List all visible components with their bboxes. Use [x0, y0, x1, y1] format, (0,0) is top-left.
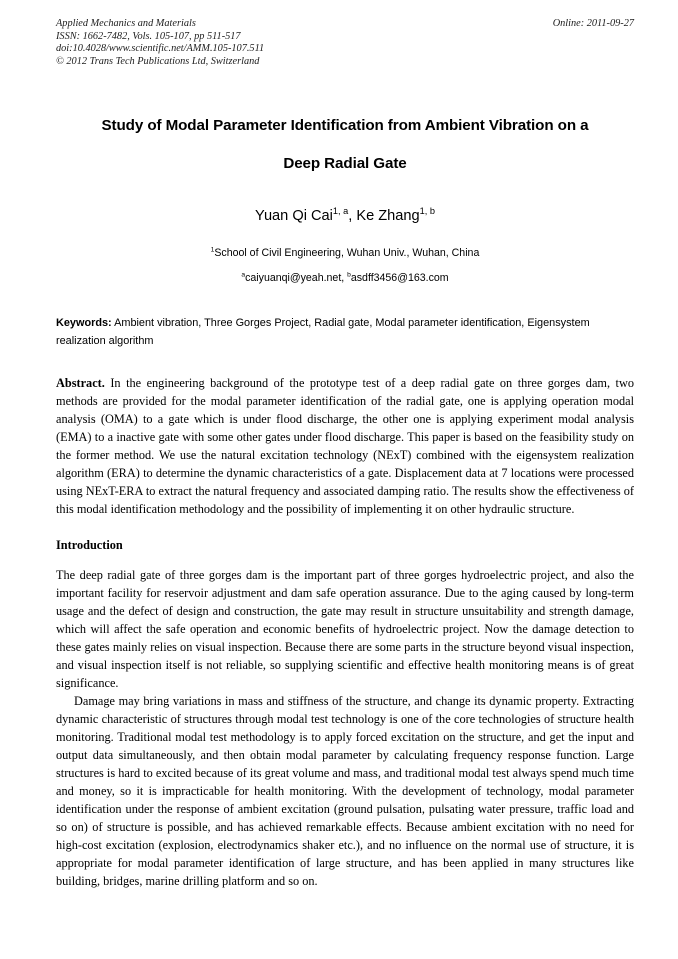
journal-copyright: © 2012 Trans Tech Publications Ltd, Switzerland: [56, 55, 260, 67]
keywords-label: Keywords:: [56, 317, 112, 330]
title-line-1: Study of Modal Parameter Identification from Ambient Vibration on a: [101, 117, 589, 135]
email-address-b[interactable]: asdff3456@163.com: [350, 272, 449, 285]
page-title: [56, 107, 634, 183]
keywords-text: Ambient vibration, Three Gorges Project, Radial gate, Modal parameter identification, Eigensystem realization algorithm: [56, 317, 590, 347]
email-address-a[interactable]: caiyuanqi@yeah.net,: [245, 272, 348, 285]
author-name-1: Yuan Qi Cai: [255, 208, 333, 225]
affiliation: [56, 246, 634, 261]
journal-issn: ISSN: 1662-7482, Vols. 105-107, pp 511-517: [56, 30, 241, 42]
title-line-2: Deep Radial Gate: [283, 155, 407, 173]
journal-header-left: [56, 18, 456, 68]
author-affiliation-marker-2: 1, b: [419, 206, 435, 217]
online-date: Online: 2011-09-27: [552, 18, 634, 29]
affiliation-marker: 1: [210, 246, 215, 254]
author-name-2: Ke Zhang: [356, 208, 420, 225]
page-content: [56, 18, 634, 890]
author-separator: ,: [348, 208, 357, 225]
abstract-block: [56, 374, 634, 518]
author-affiliation-marker-1: 1, a: [332, 206, 349, 217]
abstract-text: In the engineering background of the prototype test of a deep radial gate on three gorges dam, two methods are provided for the modal parameter identification of the radial gate, one is applying operation modal analysis (OMA) to a gate which is under flood discharge, the other one is applying experiment modal analysis (EMA) to a inactive gate with some other gates under flood discharge. This paper is based on the feasibility study on the former method. We use the natural excitation technology (NExT) combined with the eigensystem realization algorithm (ERA) to determine the dynamic characteristics of a gate. Displacement data at 7 locations were processed using NExT-ERA to extract the natural frequency and associated damping ratio. The results show the effectiveness of this modal identification methodology and the possibility of implementing it on other hydraulic structure.: [56, 375, 634, 516]
introduction-paragraph-1: The deep radial gate of three gorges dam is the important part of three gorges hydroelectric project, and also the important facility for reservoir adjustment and dam safe operation assurance. Due to the aging caused by long-term usage and the defect of design and construction, the gate may result in structure unsuitability and strength damage, which will affect the safe operation and economic benefits of hydroelectric project. Now the damage detection to these gates mainly relies on visual inspection. Because there are some parts in the structure beyond visual inspection, and visual inspection itself is not reliable, so supplying scientific and effective health monitoring means is of great significance.: [56, 567, 634, 690]
author-list: [56, 207, 634, 225]
keywords-block: [56, 315, 634, 350]
author-emails: [56, 271, 634, 286]
introduction-paragraph-2: Damage may bring variations in mass and stiffness of the structure, and change its dynamic property. Extracting dynamic characteristic of structures through modal test technology is one of the core technologies of structure health monitoring. Traditional modal test methodology is to apply forced excitation on the structure, and get the input and output data simultaneously, and then obtain modal parameter by calculating frequency response function. Large structures is hard to excited because of its great volume and mass, and traditional modal test always spend much time and money, so it is impracticable for health monitoring. With the development of technology, modal parameter identification under the response of ambient excitation (ground pulsation, pulsating water pressure, traffic load and so on) of structure is possible, and has achieved remarkable effects. Because ambient excitation with no need for high-cost excitation (explosion, electrodynamics shaker etc.), and no influence on the normal use of structure, it is appropriate for modal parameter identification of large structure, and has been applied in many structures like building, bridges, marine drilling platform and so on.: [56, 693, 634, 888]
email-marker-a: a: [241, 271, 246, 279]
journal-doi: doi:10.4028/www.scientific.net/AMM.105-107.511: [56, 43, 265, 55]
journal-header: [56, 18, 634, 68]
section-heading-introduction: Introduction: [56, 537, 123, 552]
journal-name: Applied Mechanics and Materials: [56, 18, 196, 29]
abstract-label: Abstract.: [56, 375, 105, 390]
affiliation-text: School of Civil Engineering, Wuhan Univ., Wuhan, China: [214, 247, 480, 260]
email-marker-b: b: [347, 271, 351, 279]
